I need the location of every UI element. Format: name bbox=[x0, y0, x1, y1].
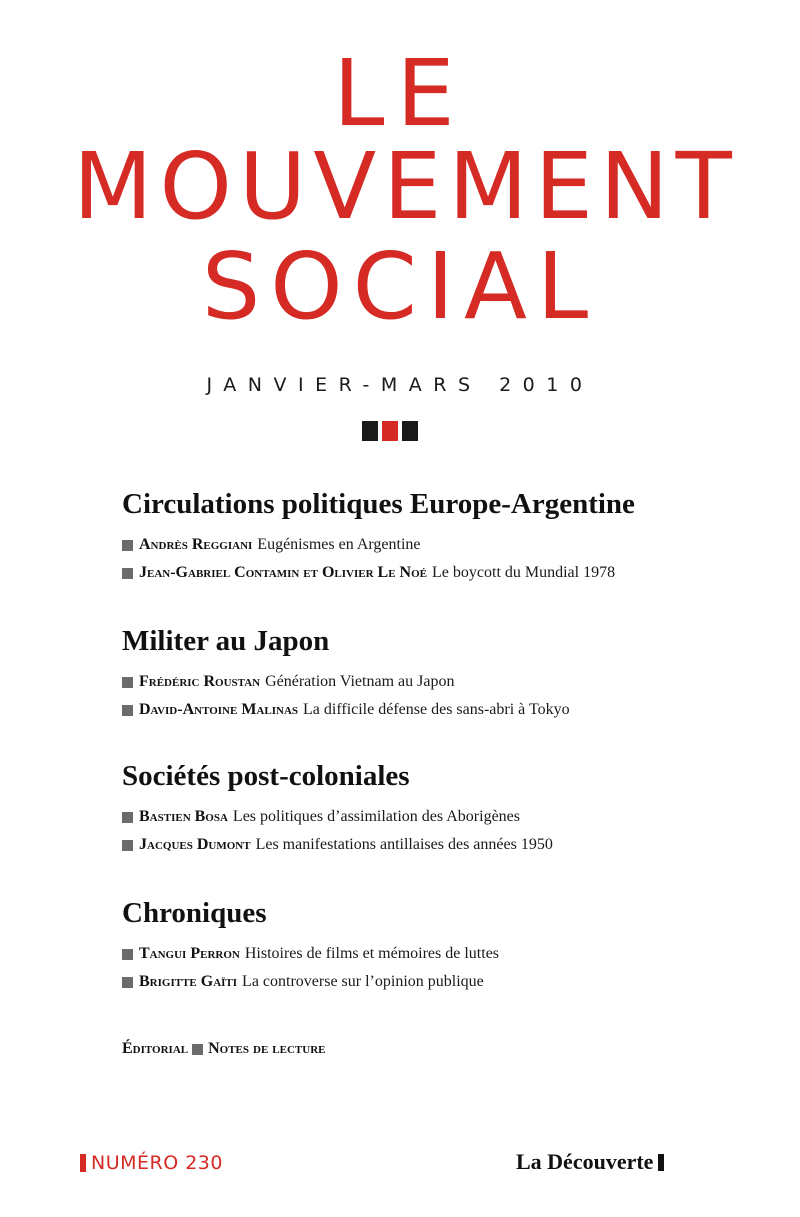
square-bullet-icon bbox=[122, 949, 133, 960]
article-entry bbox=[122, 940, 722, 968]
article-title: La controverse sur l’opinion publique bbox=[242, 973, 484, 990]
section-title: Chroniques bbox=[122, 897, 267, 929]
article-entry bbox=[122, 531, 722, 559]
article-author: David-Antoine Malinas bbox=[139, 701, 298, 718]
section-title: Militer au Japon bbox=[122, 625, 330, 657]
article-title: Le boycott du Mundial 1978 bbox=[432, 564, 616, 581]
square-bullet-icon bbox=[192, 1044, 203, 1055]
section-title: Circulations politiques Europe-Argentine bbox=[122, 488, 635, 520]
square-bullet-icon bbox=[122, 977, 133, 988]
masthead-line-2: MOUVEMENT bbox=[73, 133, 739, 240]
section-title: Sociétés post-coloniales bbox=[122, 760, 410, 792]
article-title: Génération Vietnam au Japon bbox=[265, 673, 455, 690]
notes-label: Notes de lecture bbox=[208, 1040, 326, 1057]
publisher-name: La Découverte bbox=[516, 1149, 654, 1174]
section bbox=[122, 624, 722, 724]
square-bullet-icon bbox=[122, 840, 133, 851]
article-title: Les manifestations antillaises des années 1950 bbox=[255, 836, 553, 853]
square-bullet-icon bbox=[122, 540, 133, 551]
article-entry bbox=[122, 831, 722, 859]
article-entry bbox=[122, 668, 722, 696]
section bbox=[122, 896, 722, 996]
article-author: Bastien Bosa bbox=[139, 808, 228, 825]
article-entry bbox=[122, 559, 722, 587]
decorative-squares bbox=[362, 421, 418, 441]
square-icon-black bbox=[402, 421, 418, 441]
article-author: Jacques Dumont bbox=[139, 836, 251, 853]
editorial-label: Éditorial bbox=[122, 1040, 189, 1057]
article-entry bbox=[122, 803, 722, 831]
article-author: Jean-Gabriel Contamin et Olivier Le Noé bbox=[139, 564, 428, 581]
article-title: Les politiques d’assimilation des Aborigènes bbox=[232, 808, 520, 825]
square-bullet-icon bbox=[122, 568, 133, 579]
masthead-line-1: LE bbox=[333, 40, 467, 147]
square-bullet-icon bbox=[122, 812, 133, 823]
article-author: Brigitte Gaïti bbox=[139, 973, 238, 990]
article-author: Frédéric Roustan bbox=[139, 673, 261, 690]
article-title: La difficile défense des sans-abri à Tokyo bbox=[303, 701, 570, 718]
article-entry bbox=[122, 968, 722, 996]
masthead-line-3: SOCIAL bbox=[201, 233, 599, 340]
footer-links bbox=[122, 1040, 329, 1058]
article-author: Andrès Reggiani bbox=[139, 536, 253, 553]
square-bullet-icon bbox=[122, 677, 133, 688]
black-bar-icon bbox=[658, 1154, 664, 1171]
square-icon-red bbox=[382, 421, 398, 441]
issue-date: JANVIER-MARS 2010 bbox=[206, 374, 594, 396]
square-bullet-icon bbox=[122, 705, 133, 716]
issue-number bbox=[80, 1152, 223, 1174]
section bbox=[122, 487, 722, 587]
square-icon-black bbox=[362, 421, 378, 441]
article-title: Eugénismes en Argentine bbox=[257, 536, 421, 553]
section bbox=[122, 759, 722, 859]
article-entry bbox=[122, 696, 722, 724]
article-title: Histoires de films et mémoires de luttes bbox=[244, 945, 500, 962]
issue-number-label: NUMÉRO 230 bbox=[91, 1152, 223, 1174]
article-author: Tangui Perron bbox=[139, 945, 240, 962]
publisher bbox=[516, 1149, 664, 1175]
red-bar-icon bbox=[80, 1154, 86, 1172]
